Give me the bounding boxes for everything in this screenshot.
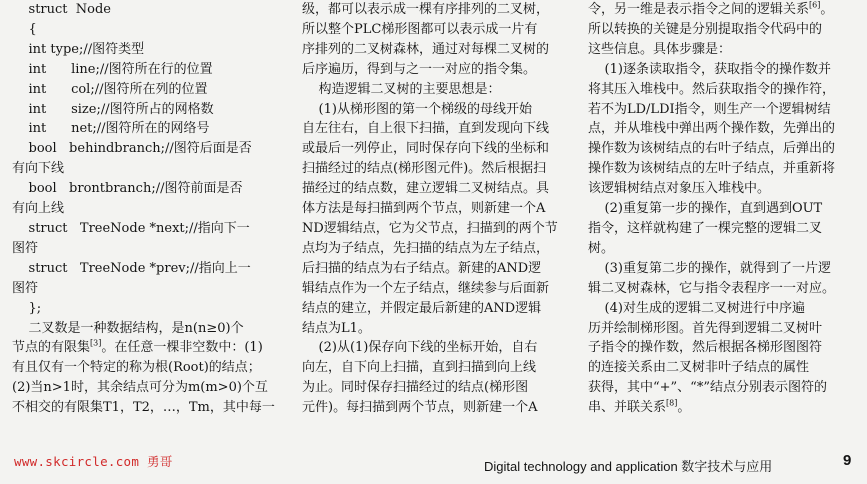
- text-line: 操作数为该树结点的左叶子结点，并重新将: [588, 161, 836, 177]
- page-number: 9: [843, 452, 852, 469]
- text-line: 级，都可以表示成一棵有序排列的二叉树，: [302, 2, 550, 17]
- column-2-text: [302, 0, 568, 418]
- text-line: 结点为L1。: [302, 320, 371, 336]
- text-line: 历并绘制梯形图。首先得到逻辑二叉树叶: [588, 320, 823, 336]
- text-line: 点，并从堆栈中弹出两个操作数，先弹出的: [588, 121, 836, 137]
- text-line: 图符: [12, 280, 39, 296]
- text-line: 的连接关系由二叉树非叶子结点的属性: [588, 360, 810, 376]
- column-3-text: [588, 0, 858, 418]
- watermark-site[interactable]: www.skcircle.com 勇哥: [14, 454, 173, 469]
- text-line: 节点的有限集[3]。在任意一棵非空数中：(1): [12, 339, 263, 356]
- text-line: int size;//图符所占的网格数: [12, 101, 214, 117]
- text-line: 扫描经过的结点(梯形图元件)。然后根据扫: [302, 161, 547, 177]
- text-line: (4)对生成的逻辑二叉树进行中序遍: [588, 300, 805, 316]
- text-line: 不相交的有限集T1，T2，…，Tm，其中每一: [12, 400, 275, 416]
- text-line: 自左往右，自上很下扫描，直到发现向下线: [302, 121, 550, 137]
- text-line: 将其压入堆栈中。然后获取指令的操作符，: [588, 81, 836, 97]
- text-line: 图符: [12, 240, 39, 256]
- text-line: 子指令的操作数，然后根据各梯形图图符: [588, 340, 823, 356]
- text-line: int line;//图符所在行的位置: [12, 61, 213, 77]
- text-line: (1)从梯形图的第一个梯级的母线开始: [302, 101, 532, 117]
- text-line: 令，另一维是表示指令之间的逻辑关系[6]。: [588, 0, 834, 17]
- text-line: 后序遍历，得到与之一一对应的指令集。: [302, 61, 537, 77]
- text-line: ND逻辑结点，它为父节点，扫描到的两个节: [302, 220, 558, 236]
- text-line: 或最后一列停止，同时保存向下线的坐标和: [302, 141, 550, 157]
- text-line: 操作数为该树结点的右叶子结点，后弹出的: [588, 141, 836, 157]
- text-line: (3)重复第二步的操作，就得到了一片逻: [588, 260, 831, 276]
- text-line: struct TreeNode *next;//指向下一: [12, 220, 250, 236]
- text-line: 辑结点作为一个左子结点，继续参与后面新: [302, 280, 550, 296]
- text-line: 元件)。每扫描到两个节点，则新建一个A: [302, 400, 538, 416]
- text-line: 构造逻辑二叉树的主要思想是：: [302, 81, 501, 97]
- text-line: 串、并联关系[8]。: [588, 398, 691, 416]
- text-line: bool behindbranch;//图符后面是否: [12, 141, 252, 157]
- text-line: {: [12, 21, 37, 37]
- text-line: 描经过的结点数，建立逻辑二叉树结点。具: [302, 181, 550, 197]
- column-1-text: [12, 0, 284, 418]
- text-line: 树。: [588, 240, 615, 256]
- text-line: struct TreeNode *prev;//指向上一: [12, 260, 251, 276]
- text-line: bool brontbranch;//图符前面是否: [12, 181, 243, 197]
- text-line: 序排列的二叉树森林，通过对每棵二叉树的: [302, 41, 550, 57]
- text-line: 二叉数是一种数据结构，是n(n≥0)个: [12, 320, 244, 336]
- text-line: 体方法是每扫描到两个节点，则新建一个A: [302, 201, 546, 217]
- text-line: 所以整个PLC梯形图都可以表示成一片有: [302, 21, 538, 37]
- text-line: 该逻辑树结点对象压入堆栈中。: [588, 181, 771, 197]
- text-line: int col;//图符所在列的位置: [12, 81, 208, 97]
- text-line: (2)重复第一步的操作，直到遇到OUT: [588, 201, 823, 217]
- text-line: (2)当n>1时，其余结点可分为m(m>0)个互: [12, 380, 268, 396]
- text-line: 结点的建立，并假定最后新建的AND逻辑: [302, 300, 542, 316]
- text-line: 有向上线: [12, 201, 65, 217]
- text-line: (2)从(1)保存向下线的坐标开始，自右: [302, 340, 538, 356]
- text-line: 为止。同时保存扫描经过的结点(梯形图: [302, 380, 529, 396]
- text-line: 有且仅有一个特定的称为根(Root)的结点；: [12, 360, 261, 376]
- text-line: (1)逐条读取指令，获取指令的操作数并: [588, 61, 831, 77]
- text-line: 所以转换的关键是分别提取指令代码中的: [588, 21, 823, 37]
- text-line: 若不为LD/LDI指令，则生产一个逻辑树结: [588, 101, 831, 117]
- text-line: };: [12, 300, 42, 316]
- journal-footer: Digital technology and application 数字技术与应用: [484, 459, 773, 474]
- text-line: struct Node: [12, 2, 111, 17]
- text-line: 后扫描的结点为右子结点。新建的AND逻: [302, 260, 542, 276]
- text-line: 向左，自下向上扫描，直到扫描到向上线: [302, 360, 537, 376]
- text-line: 获得，其中“+”、“*”结点分别表示图符的: [588, 380, 827, 396]
- text-line: int type;//图符类型: [12, 41, 145, 57]
- text-line: 有向下线: [12, 161, 65, 177]
- text-line: 点均为子结点，先扫描的结点为左子结点，: [302, 240, 550, 256]
- text-line: 这些信息。具体步骤是：: [588, 41, 732, 57]
- text-line: 指令，这样就构建了一棵完整的逻辑二叉: [588, 220, 823, 236]
- text-line: int net;//图符所在的网络号: [12, 121, 210, 137]
- text-line: 辑二叉树森林，它与指令表程序一一对应。: [588, 280, 836, 296]
